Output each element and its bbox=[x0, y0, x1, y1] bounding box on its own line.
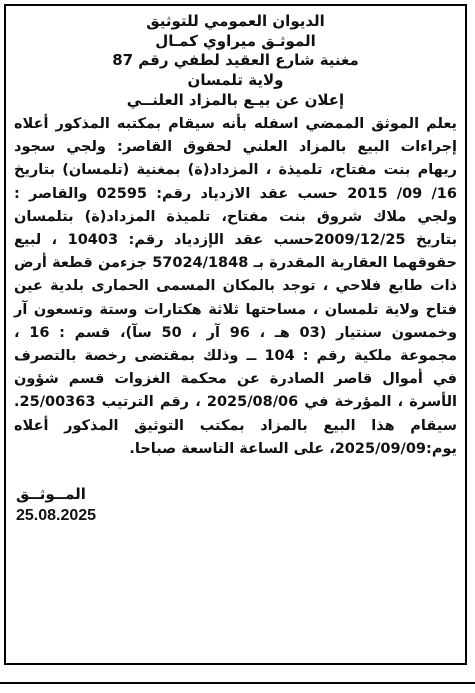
office-name: الديوان العمومي للتوثيق bbox=[146, 12, 325, 30]
notice-title: إعلان عن بيـع بالمزاد العلنــي bbox=[126, 91, 345, 109]
notice-body: يعلم الموثق الممضي اسفله بأنه سيقام بمكتبه المذكور أعلاه إجراءات البيع بالمزاد العلني لحقوق القاصر: ولجي سجود ريهام بنت مفتاح، تلميذة ، المزداد(ة) بمغنية (تلمسان) بتاريخ 16/ 09/ 2015 حسب عقد الازدياد رقم: 02595 والقاصر : ولجي ملاك شروق بنت مفتاح، تلميذة المزداد(ة) بتلمسان بتاريخ 2009/12/25حسب عقد الإزدياد رقم: 10403 ، لبيع حقوقهما العقارية المقدرة بـ 57024/1848 جزءمن قطعة أرض ذات طابع فلاحي ، توجد بالمكان المسمى الحمارى بلدية عين فتاح ولاية تلمسان ، مساحتها ثلاثة هكتارات وستة وتسعون آر وخمسون سنتيار (03 هـ ، 96 آر ، 50 سآ)، قسم : 16 ، مجموعة ملكية رقم : 104 ــ وذلك بمقتضى رخصة بالتصرف في أموال قاصر الصادرة عن محكمة الغزوات قسم شؤون الأسرة ، المؤرخة في 2025/08/06 ، رقم الترتيب 25/00363. سيقام هذا البيع بالمزاد بمكتب التوثيق المذكور أعلاه يوم:2025/09/09، على الساعة التاسعة صباحا. bbox=[14, 116, 458, 457]
auction-notice bbox=[4, 4, 467, 665]
province: ولاية تلمسان bbox=[187, 70, 284, 89]
notary-name: الموثـق ميراوي كمـال bbox=[155, 31, 316, 50]
notice-header bbox=[6, 6, 465, 111]
notary-address: مغنية شارع العقيد لطفي رقم 87 bbox=[112, 51, 359, 69]
signature-date: 25.08.2025 bbox=[16, 507, 97, 525]
bottom-divider bbox=[0, 682, 475, 684]
signature-block bbox=[6, 483, 465, 527]
signature-label: المــوثــق bbox=[16, 485, 86, 504]
